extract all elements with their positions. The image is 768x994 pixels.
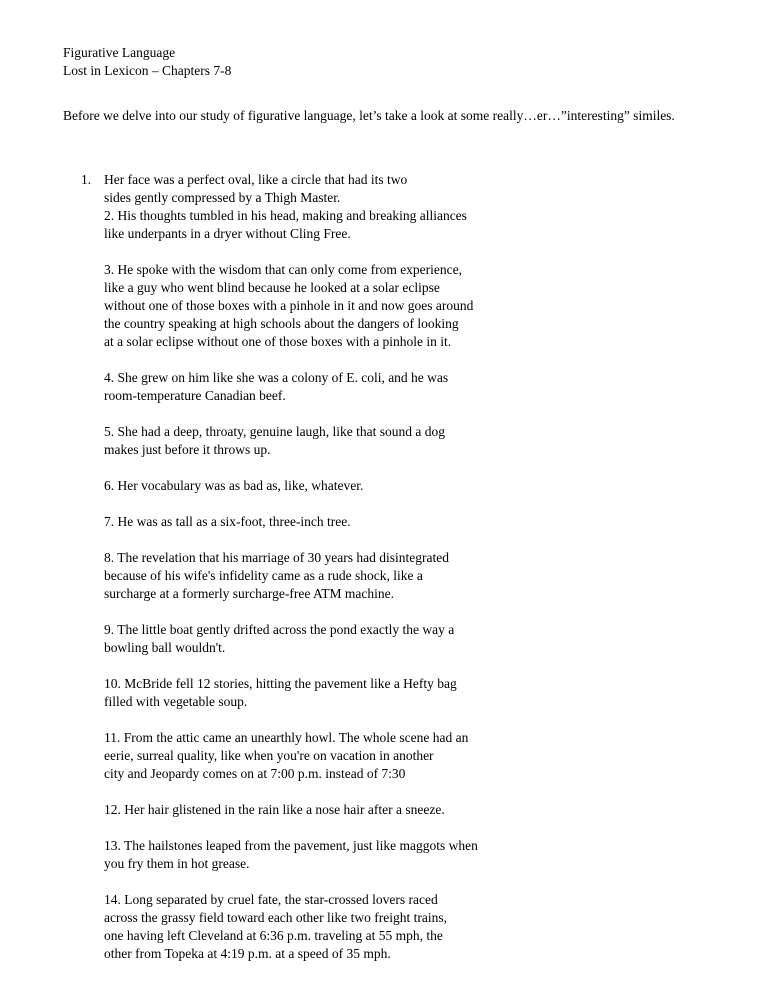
document-subtitle: Lost in Lexicon – Chapters 7-8 <box>63 63 232 78</box>
simile-item <box>81 153 551 207</box>
intro-paragraph: Before we delve into our study of figurative language, let’s take a look at some really…er…”interesting” similes. <box>63 108 675 123</box>
simile-item: 3. He spoke with the wisdom that can only come from experience, like a guy who went blind because he looked at a solar eclipse without one of those boxes with a pinhole in it and now goes around the country speaking at high schools about the dangers of looking at a solar eclipse without one of those boxes with a pinhole in it. <box>104 262 474 349</box>
simile-item: 13. The hailstones leaped from the pavement, just like maggots when you fry them in hot grease. <box>104 838 478 871</box>
simile-number: 1. <box>81 172 92 187</box>
simile-item: 10. McBride fell 12 stories, hitting the pavement like a Hefty bag filled with vegetable soup. <box>104 676 457 709</box>
simile-item: 6. Her vocabulary was as bad as, like, whatever. <box>104 478 364 493</box>
simile-item: 7. He was as tall as a six-foot, three-inch tree. <box>104 514 351 529</box>
simile-item: 8. The revelation that his marriage of 30 years had disintegrated because of his wife's infidelity came as a rude shock, like a surcharge at a formerly surcharge-free ATM machine. <box>104 550 450 601</box>
simile-item: 11. From the attic came an unearthly howl. The whole scene had an eerie, surreal quality, like when you're on vacation in another city and Jeopardy comes on at 7:00 p.m. instead of 7:30 <box>104 730 469 781</box>
simile-item: 14. Long separated by cruel fate, the star-crossed lovers raced across the grassy field toward each other like two freight trains, one having left Cleveland at 6:36 p.m. traveling at 55 mph, the other from Topeka at 4:19 p.m. at a speed of 35 mph. <box>104 892 448 961</box>
simile-item: 2. His thoughts tumbled in his head, making and breaking alliances like underpants in a dryer without Cling Free. <box>104 208 467 241</box>
document-title: Figurative Language <box>63 45 176 60</box>
simile-item: 5. She had a deep, throaty, genuine laugh, like that sound a dog makes just before it throws up. <box>104 424 446 457</box>
simile-item: 9. The little boat gently drifted across the pond exactly the way a bowling ball wouldn't. <box>104 622 455 655</box>
simile-text: Her face was a perfect oval, like a circle that had its two sides gently compressed by a Thigh Master. <box>104 172 408 205</box>
simile-item: 12. Her hair glistened in the rain like a nose hair after a sneeze. <box>104 802 445 817</box>
simile-item: 4. She grew on him like she was a colony of E. coli, and he was room-temperature Canadian beef. <box>104 370 449 403</box>
